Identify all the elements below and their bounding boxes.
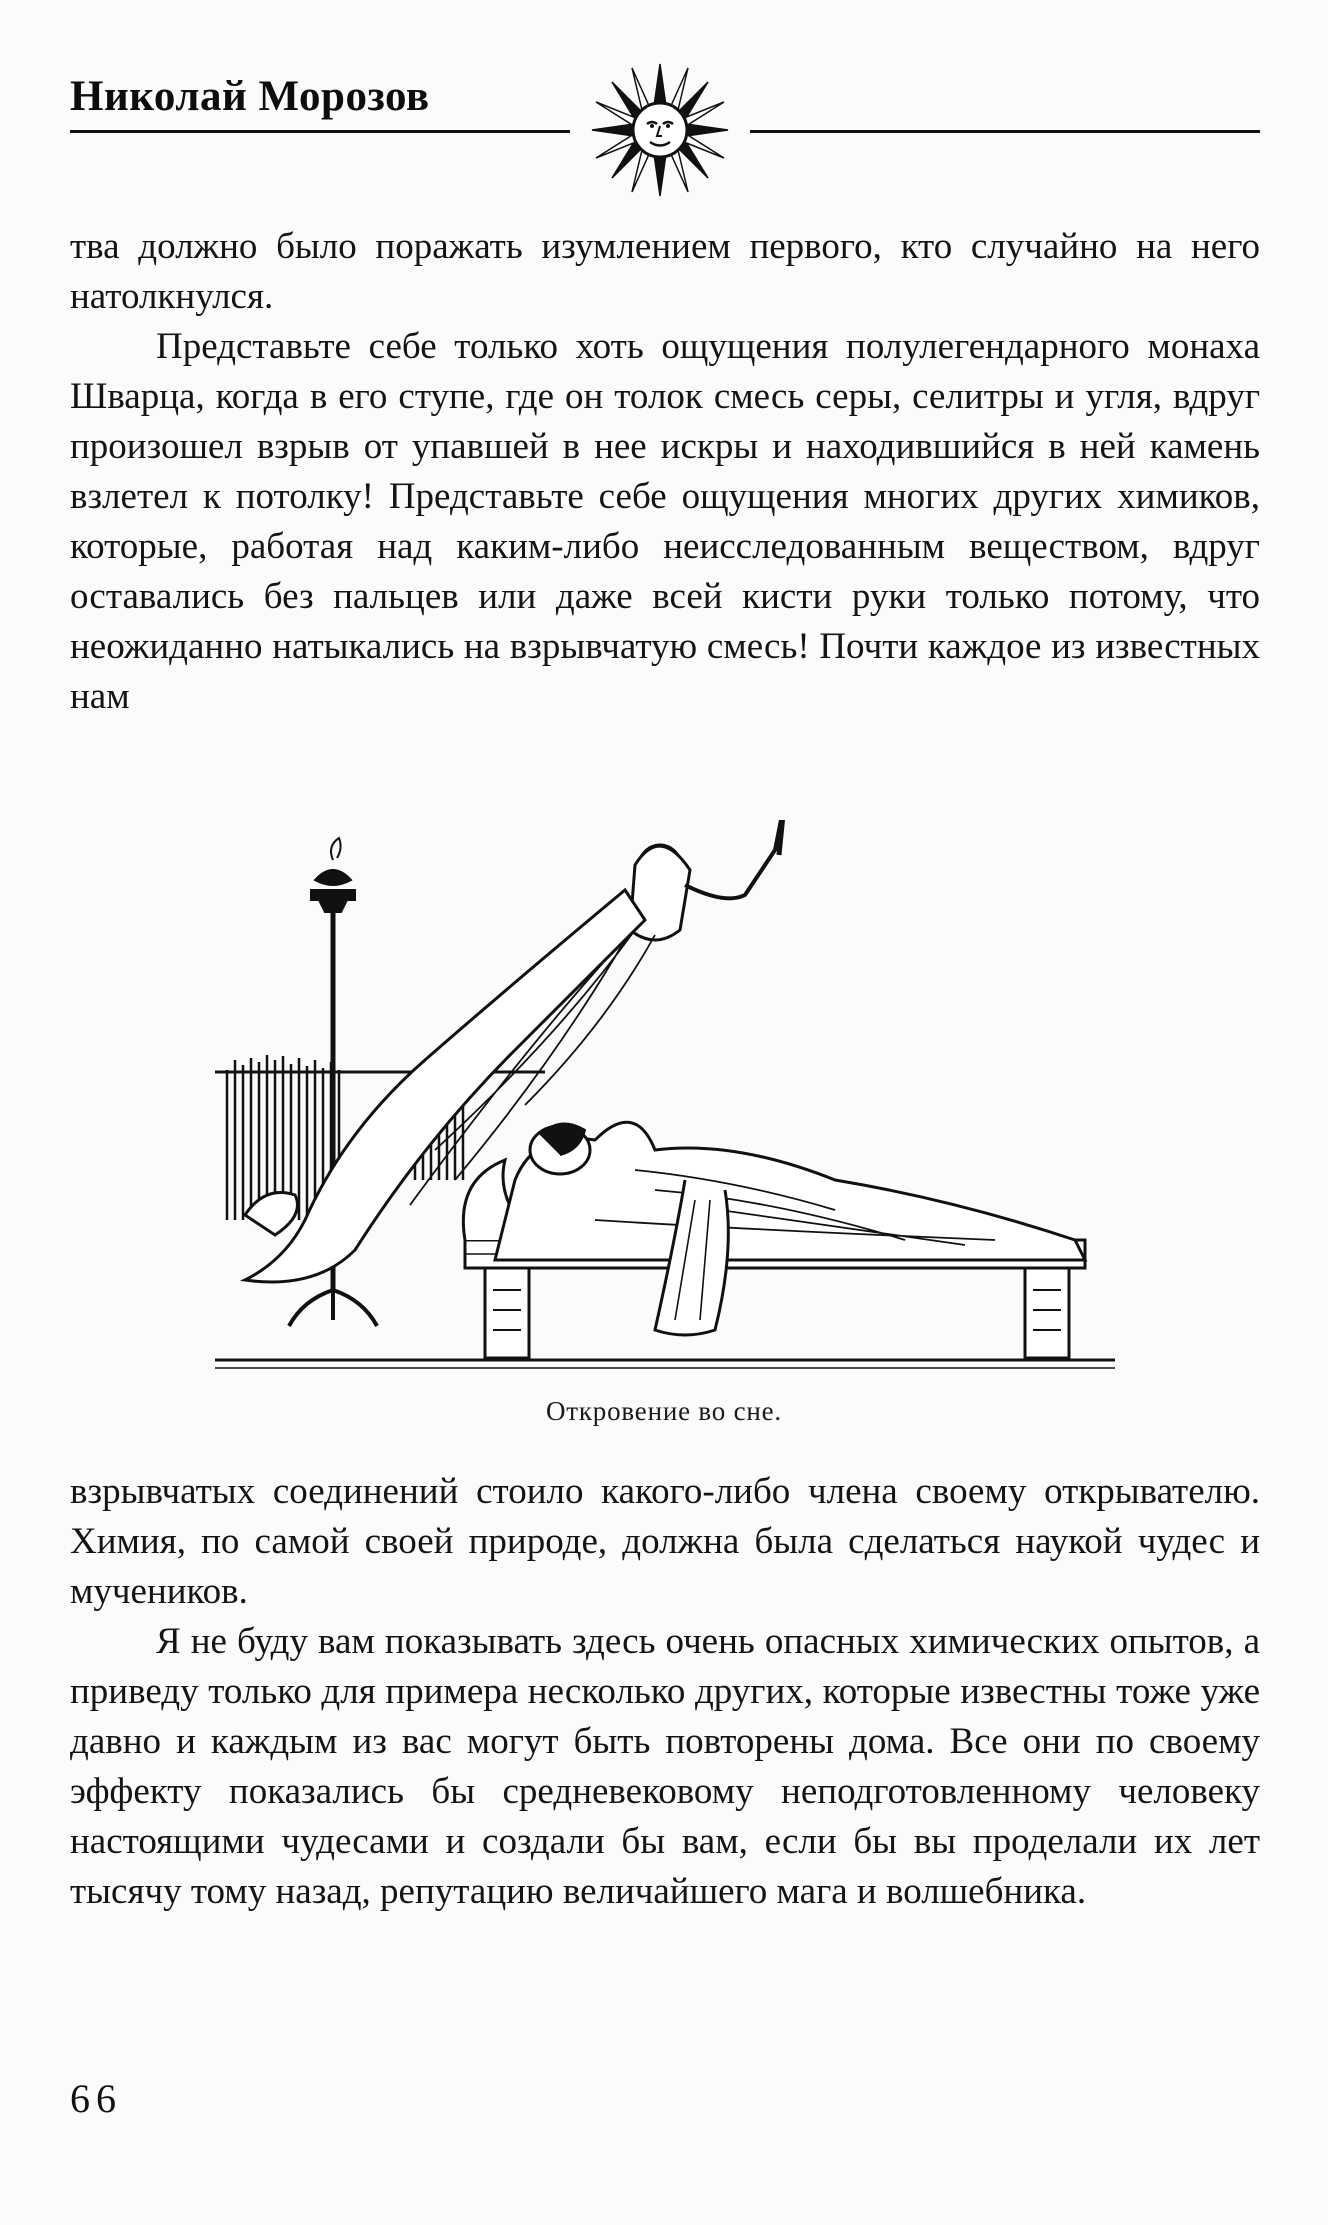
text-block-bottom [70, 1467, 1260, 1917]
engraving-illustration [215, 820, 1115, 1380]
author-name: Николай Морозов [70, 73, 430, 120]
paragraph: Представьте себе только хоть ощущения полулегендарного монаха Шварца, когда в его ступе, где он толок смесь серы, селитры и угля, вдруг произошел взрыв от упавшей в нее искры и находившийся в ней камень взлетел к потолку! Представьте себе ощущения многих других химиков, которые, работая над каким-либо неисследованным веществом, вдруг оставались без пальцев или даже всей кисти руки только потому, что неожиданно натыкались на взрывчатую смесь! Почти каждое из известных нам [70, 326, 1260, 717]
page-number: 66 [70, 2076, 122, 2121]
paragraph: Я не буду вам показывать здесь очень опасных химических опытов, а приведу только для примера несколько других, которые известны тоже уже давно и каждым из вас могут быть повторены дома. Все они по своему эффекту показались бы средневековому неподготовленному человеку настоящими чудесами и создали бы вам, если бы вы проделали их лет тысячу тому назад, репутацию величайшего мага и волшебника. [70, 1621, 1260, 1912]
figure-caption: Откровение во сне. [545, 1396, 782, 1426]
running-header [70, 62, 1260, 202]
header-rule-left [70, 130, 570, 133]
sun-face-emblem-icon [590, 62, 730, 198]
header-rule-right [750, 130, 1260, 133]
paragraph-continued: взрывчатых соединений стоило какого-либо члена своему открывателю. Химия, по самой своей природе, должна была сделаться наукой чудес и мучеников. [70, 1471, 1260, 1612]
text-block-top [70, 222, 1260, 722]
paragraph-continued: тва должно было поражать изумлением первого, кто случайно на него натолкнулся. [70, 226, 1260, 317]
